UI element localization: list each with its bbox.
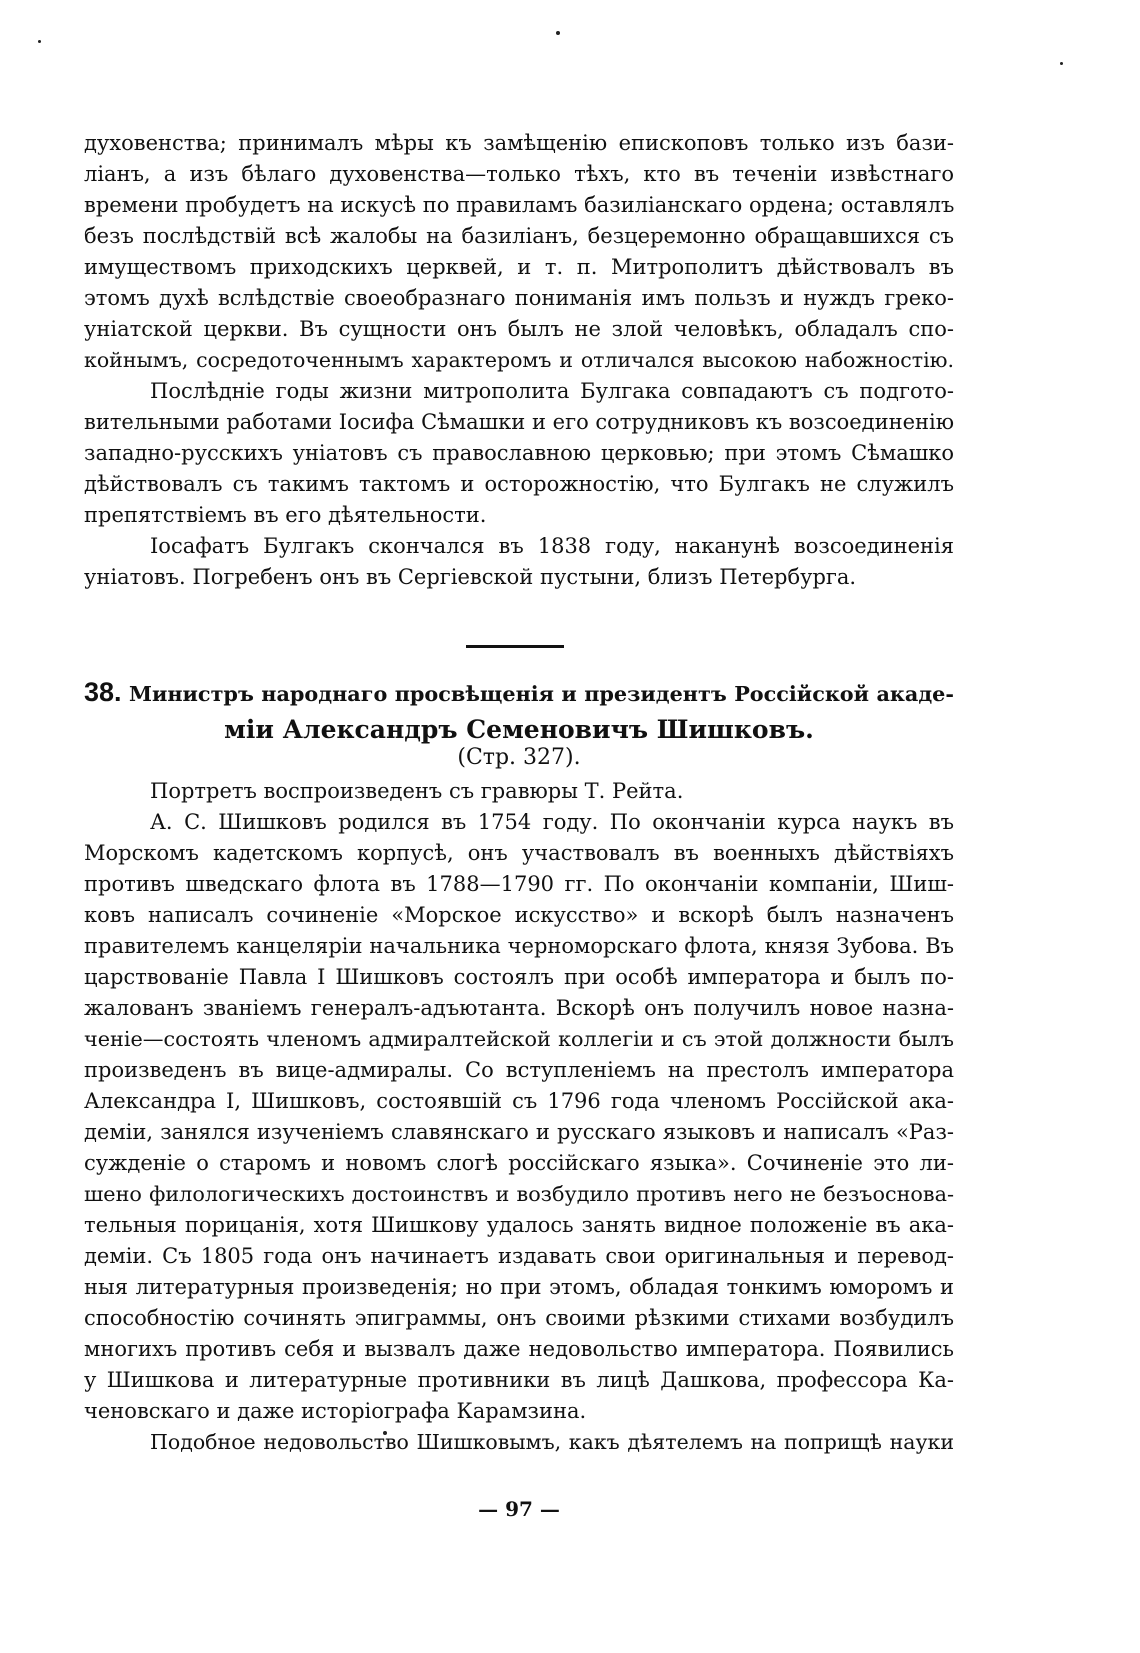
scan-speck [38,40,41,43]
text-line: койнымъ, сосредоточеннымъ характеромъ и отличался высокою набожностію. [84,348,954,372]
page-reference: (Стр. 327). [457,745,581,770]
section-title-line-1 [84,673,954,711]
text-line: правителемъ канцеляріи начальника черноморскаго флота, князя Зубова. Въ [84,934,954,958]
text-line: ныя литературныя произведенія; но при этомъ, обладая тонкимъ юморомъ и [84,1275,954,1299]
text-line: тельныя порицанія, хотя Шишкову удалось занять видное положеніе въ ака- [84,1213,954,1237]
text-line: уніатской церкви. Въ сущности онъ былъ не злой человѣкъ, обладалъ спо- [84,317,954,341]
text-line: сужденіе о старомъ и новомъ слогѣ россійскаго языка». Сочиненіе это ли- [84,1151,954,1175]
text-line: шено филологическихъ достоинствъ и возбудило противъ него не безъоснова- [84,1182,954,1206]
text-line: Подобное недовольство Шишковымъ, какъ дѣятелемъ на поприщѣ науки [150,1430,954,1454]
text-line: царствованіе Павла I Шишковъ состоялъ при особѣ императора и былъ по- [84,965,954,989]
text-line: западно-русскихъ уніатовъ съ православною церковью; при этомъ Сѣмашко [84,441,954,465]
section-heading [84,673,954,749]
section-number: 38. [84,677,122,707]
text-line: времени пробудетъ на искусѣ по правиламъ базиліанскаго ордена; оставлялъ [84,193,954,217]
text-line: ліанъ, а изъ бѣлаго духовенства—только тѣхъ, кто въ теченіи извѣстнаго [84,162,954,186]
section-title-text: Министръ народнаго просвѣщенія и президентъ Россійской акаде- [129,682,954,706]
text-line: А. С. Шишковъ родился въ 1754 году. По окончаніи курса наукъ въ [150,810,954,834]
text-line: Послѣдніе годы жизни митрополита Булгака совпадаютъ съ подгото- [150,379,954,403]
text-line: вительными работами Іосифа Сѣмашки и его сотрудниковъ къ возсоединенію [84,410,954,434]
body-text-top [84,128,954,593]
text-line: Портретъ воспроизведенъ съ гравюры Т. Рейта. [150,779,684,803]
text-line: ченовскаго и даже исторіографа Карамзина. [84,1399,587,1423]
text-line: жалованъ званіемъ генералъ-адъютанта. Вскорѣ онъ получилъ новое назна- [84,996,954,1020]
text-line: деміи. Съ 1805 года онъ начинаетъ издавать свои оригинальныя и перевод- [84,1244,954,1268]
text-line: духовенства; принималъ мѣры къ замѣщенію епископовъ только изъ бази- [84,131,954,155]
text-line: у Шишкова и литературные противники въ лицѣ Дашкова, профессора Ка- [84,1368,954,1392]
text-line: многихъ противъ себя и вызвалъ даже недовольство императора. Появились [84,1337,954,1361]
text-line: этомъ духѣ вслѣдствіе своеобразнаго пониманія имъ пользъ и нуждъ греко- [84,286,954,310]
scan-speck [556,31,560,35]
text-line: деміи, занялся изученіемъ славянскаго и русскаго языковъ и написалъ «Раз- [84,1120,954,1144]
text-line: безъ послѣдствій всѣ жалобы на базиліанъ, безцеремонно обращавшихся съ [84,224,954,248]
text-line: Александра I, Шишковъ, состоявшій съ 1796 года членомъ Россійской ака- [84,1089,954,1113]
body-text-bottom [84,776,954,1458]
text-line: противъ шведскаго флота въ 1788—1790 гг. По окончаніи компаніи, Шиш- [84,872,954,896]
text-line: Іосафатъ Булгакъ скончался въ 1838 году, наканунѣ возсоединенія [150,534,954,558]
text-line: ковъ написалъ сочиненіе «Морское искусство» и вскорѣ былъ назначенъ [84,903,954,927]
text-line: произведенъ въ вице-адмиралы. Со вступленіемъ на престолъ императора [84,1058,954,1082]
scan-speck [1060,62,1063,65]
text-line: имуществомъ приходскихъ церквей, и т. п. Митрополитъ дѣйствовалъ въ [84,255,954,279]
text-line: уніатовъ. Погребенъ онъ въ Сергіевской пустыни, близъ Петербурга. [84,565,857,589]
text-line: препятствіемъ въ его дѣятельности. [84,503,487,527]
text-line: дѣйствовалъ съ такимъ тактомъ и осторожностію, что Булгакъ не служилъ [84,472,954,496]
text-line: ченіе—состоять членомъ адмиралтейской коллегіи и съ этой должности былъ [84,1027,954,1051]
section-title-line-2: міи Александръ Семеновичъ Шишковъ. [224,715,814,744]
text-line: способностію сочинять эпиграммы, онъ своими рѣзкими стихами возбудилъ [84,1306,954,1330]
page-number: — 97 — [478,1497,560,1521]
section-divider [466,645,564,648]
text-line: Морскомъ кадетскомъ корпусѣ, онъ участвовалъ въ военныхъ дѣйствіяхъ [84,841,954,865]
